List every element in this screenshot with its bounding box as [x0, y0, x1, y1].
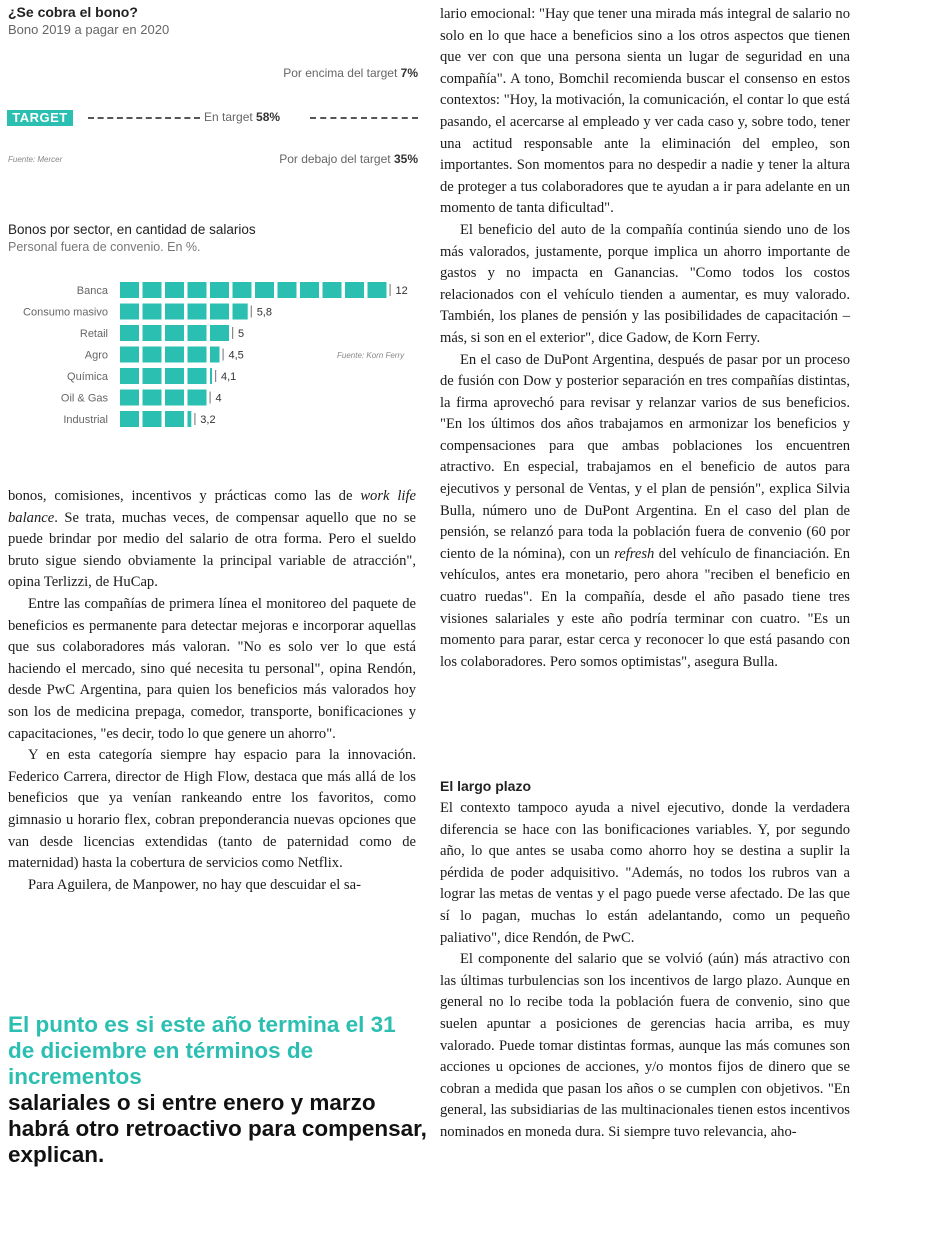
bar-end-tick [232, 327, 233, 339]
bar [120, 304, 248, 320]
paragraph: Entre las compañías de primera línea el monitoreo del paquete de beneficios es permanente para detectar mejoras e incorporar aquellas que sus colaboradores más valoran. "No es solo ver lo que está haciendo el mercado, sino qué necesita tu personal", opina Rendón, desde PwC Argentina, para quien los beneficios más valorados hoy son los de medicina prepaga, comedor, transporte, bonificaciones y capacitaciones, "es decir, todo lo que genere un ahorro". [8, 595, 416, 742]
bar-end-tick [210, 392, 211, 404]
bar-value-label: 4 [215, 392, 222, 405]
emphasis: refresh [614, 545, 655, 562]
paragraph: Y en esta categoría siempre hay espacio para la innovación. Federico Carrera, director de High Flow, destaca que más allá de los beneficios que ya venían rankeando entre los favoritos, como gimnasio u horario flex, cobran preponderancia nuevas opciones que van desde licencias extendidas (tanto de paternidad como de maternidad) hasta la cobertura de servicios como Netflix. [8, 747, 416, 872]
bar-category-label: Consumo masivo [23, 306, 108, 319]
paragraph: El contexto tampoco ayuda a nivel ejecutivo, donde la verdadera diferencia se hace con las bonificaciones variables. Y, por segundo año, lo que antes se usaba como ahorro hoy se destina a suplir la pérdida de poder adquisitivo. "Además, no todos los rubros van a lograr las metas de ventas y el pago puede verse afectado. De las que sí lo pagan, muchas lo están adelantando, como un pequeño paliativo", dice Rendón, de PwC. [440, 800, 850, 946]
bar-end-tick [390, 284, 391, 296]
in-target-value: 58% [256, 110, 281, 124]
bar-end-tick [251, 306, 252, 318]
bar-value-label: 12 [395, 285, 408, 297]
bar [120, 325, 229, 341]
paragraph: En el caso de DuPont Argentina, después de pasar por un proceso de fusión con Dow y posterior separación en tres compañías distintas, la firma aprovechó para revisar y relanzar varios de sus beneficios. "En los últimos dos años trabajamos en armonizar los beneficios y compensaciones para que ambas poblaciones los encuentren atractivo. En especial, trabajamos en el beneficio de autos para ejecutivos y personal de Ventas, y el plan de pensión", explica Silvia Bulla, número uno de DuPont Argentina. En el caso del plan de pensión, se relanzó para toda la población fuera de convenio (60 por ciento de la nómina), con un refresh del vehículo de financiación. En vehículos, antes era monetario, pero ahora "reciben el beneficio en cuatro ruedas". En la compañía, desde el año pasado tiene tres visiones salariales y este año podría terminar con cuatro. "Es un momento para parar, estar cerca y reconocer lo que está pasando con los colaboradores. Pero somos optimistas", asegura Bulla. [440, 351, 851, 670]
bar-value-label: 3,2 [200, 414, 216, 426]
section-subhead: El largo plazo [440, 778, 532, 794]
sector-chart-title: Bonos por sector, en cantidad de salarios [8, 222, 256, 237]
bar-category-label: Agro [84, 349, 108, 362]
bar-end-tick [215, 370, 216, 382]
paragraph: Para Aguilera, de Manpower, no hay que descuidar el sa- [28, 876, 361, 893]
article-column-left [8, 486, 416, 896]
bonus-chart-source: Fuente: Mercer [8, 155, 63, 164]
bar [120, 390, 207, 406]
bar [120, 411, 191, 427]
bar-value-label: 4,5 [228, 349, 244, 362]
paragraph: El componente del salario que se volvió (aún) más atractivo con las últimas turbulencias son los incentivos de largo plazo. Aunque en general no lo recibe toda la población fuera de convenio, sino que suelen apuntar a posiciones de gerencias hacia arriba, es muy valorado. Puede tomar distintas formas, aunque las más comunes son acciones u opciones de acciones, y/o montos fijos de dinero que se cobran a medida que pasan los años o se cumplen con objetivos. "En general, las subsidiarias de las multinacionales tienen estos incentivos nominados en moneda dura. Si siempre tuvo relevancia, aho- [440, 951, 850, 1140]
above-target-label: Por encima del target [283, 66, 398, 80]
paragraph: lario emocional: "Hay que tener una mirada más integral de salario no solo en lo que hace a beneficios sino a los otros aspectos que tienen que ver con que una persona sienta un lugar de seguridad en una compañía". A tono, Bomchil recomienda buscar el consenso en estos contextos: "Hoy, la motivación, la comunicación, el contar lo que está pasando, el acercarse al empleado y ver cada caso y, sobre todo, tener una actitud responsable ante la eliminación del empleo, son importantes. Son momentos para no despedir a nadie y tener la altura de proteger a tus colaboradores que te ayudan a ir para adelante en un momento de tanta dificultad". [440, 6, 850, 217]
paragraph: bonos, comisiones, incentivos y prácticas como las de work life balance. Se trata, muchas veces, de compensar aquello que no se puede brindar por medio del salario de otra forma. Pero el sueldo bruto sigue siendo obviamente la principal variable de atracción", opina Terlizzi, de HuCap. [8, 488, 417, 591]
target-badge: TARGET [7, 110, 73, 126]
bar-category-label: Oil & Gas [60, 392, 108, 405]
pull-quote-highlight: El punto es si este año termina el 31 de diciembre en términos de incrementos [8, 1012, 396, 1089]
bar-category-label: Banca [76, 285, 108, 297]
sector-chart-subtitle: Personal fuera de convenio. En %. [8, 240, 201, 254]
target-dashed-line-left [88, 117, 200, 119]
below-target-label: Por debajo del target [279, 152, 391, 166]
bar-value-label: 5,8 [256, 306, 272, 319]
bonus-chart-title: ¿Se cobra el bono? [8, 4, 138, 20]
bar [120, 368, 212, 384]
emphasis: work life balance [8, 488, 417, 526]
pull-quote [8, 1012, 428, 1168]
bar-category-label: Retail [79, 328, 108, 340]
below-target-line [279, 152, 418, 166]
above-target-value: 7% [400, 66, 418, 80]
bonus-chart-subtitle: Bono 2019 a pagar en 2020 [8, 22, 170, 37]
target-dashed-line-right [310, 117, 418, 119]
in-target-line [204, 110, 280, 124]
pull-quote-text: salariales o si entre enero y marzo habrá otro retroactivo para compensar, explican. [8, 1090, 427, 1167]
bar-end-tick [194, 413, 195, 425]
bar [120, 282, 387, 298]
bar-end-tick [223, 349, 224, 361]
bar-category-label: Química [67, 371, 108, 383]
paragraph: El beneficio del auto de la compañía continúa siendo uno de los más valorados, justamente, porque implica un ahorro importante de gastos y no impacta en Ganancias. "Como todos los costos relacionados con el vehículo tienden a aumentar, es muy valorado. También, los planes de pensión y las posibilidades de capacitación –más, si son en el exterior", dice Gadow, de Korn Ferry. [440, 221, 850, 346]
sector-bar-chart [0, 280, 420, 440]
article-column-right [440, 4, 850, 673]
above-target-line [283, 66, 418, 80]
article-column-right-lower [440, 776, 850, 1144]
bar-value-label: 5 [238, 328, 245, 340]
bar-category-label: Industrial [63, 414, 108, 426]
sector-chart-source: Fuente: Korn Ferry [337, 351, 405, 360]
bar-value-label: 4,1 [221, 371, 237, 383]
in-target-label: En target [204, 110, 253, 124]
below-target-value: 35% [393, 152, 418, 166]
bar [120, 347, 220, 363]
